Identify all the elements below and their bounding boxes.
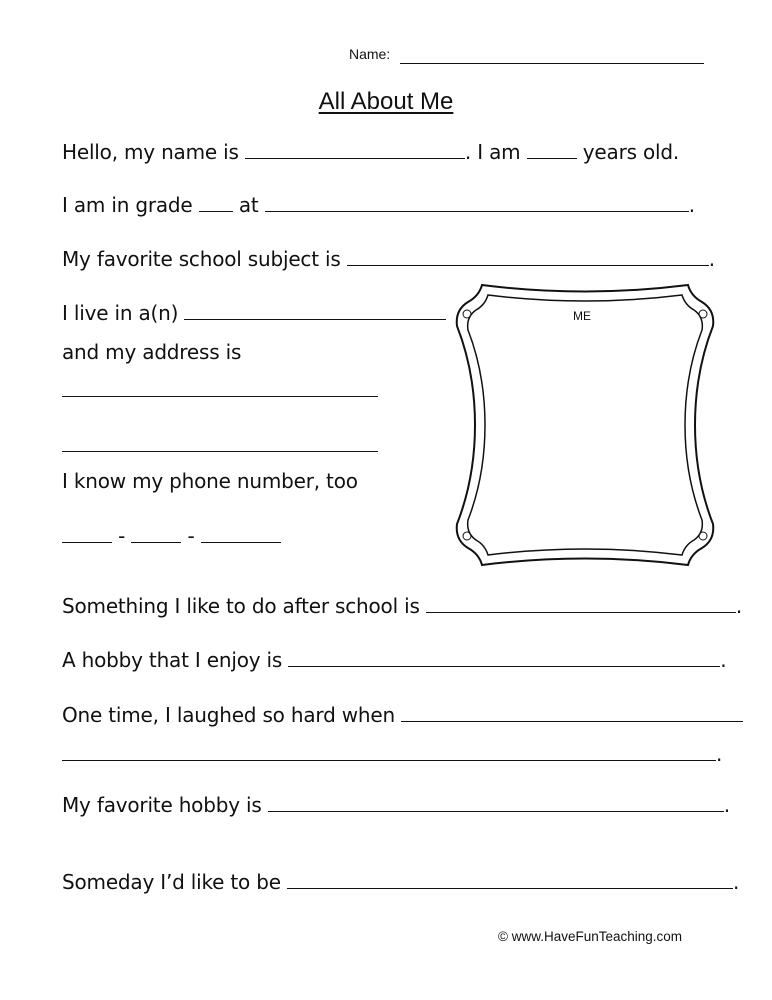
line-text: I know my phone number, too	[62, 469, 358, 493]
phone-separator: -	[187, 524, 195, 548]
address-blank-1[interactable]	[62, 396, 378, 397]
copyright-footer: © www.HaveFunTeaching.com	[498, 929, 683, 944]
frame-outer-border	[457, 285, 714, 565]
laughed-line	[62, 703, 743, 727]
line-text: .	[716, 742, 723, 766]
line-text: One time, I laughed so hard when	[62, 703, 395, 727]
laughed-blank-2[interactable]	[62, 744, 716, 761]
line-text: My favorite school subject is	[62, 247, 341, 271]
school-blank[interactable]	[265, 195, 689, 212]
name-label: Name:	[349, 46, 391, 62]
name-age-line	[62, 140, 679, 164]
line-text: and my address is	[62, 340, 242, 364]
laughed-continued-line	[62, 742, 722, 766]
after-school-line	[62, 594, 742, 618]
line-text: I am in grade	[62, 193, 193, 217]
frame-ornament-right	[699, 532, 707, 540]
after-school-blank[interactable]	[426, 596, 736, 613]
home-type-line	[62, 301, 446, 325]
line-text: .	[735, 594, 743, 618]
line-text: Someday I’d like to be	[62, 870, 281, 894]
phone-number-row	[62, 524, 281, 548]
phone-area-blank[interactable]	[62, 526, 112, 543]
phone-separator: -	[118, 524, 126, 548]
favorite-hobby-blank[interactable]	[268, 795, 724, 812]
frame-ornament-left	[463, 532, 471, 540]
line-text: . I am	[464, 140, 521, 164]
laughed-blank-1[interactable]	[401, 705, 743, 722]
page-title: All About Me	[318, 88, 454, 115]
line-text: .	[720, 648, 727, 672]
line-text: A hobby that I enjoy is	[62, 648, 283, 672]
line-text: I live in a(n)	[62, 301, 179, 325]
address-line	[62, 340, 241, 364]
line-text: My favorite hobby is	[62, 793, 262, 817]
phone-prefix-blank[interactable]	[131, 526, 181, 543]
someday-line	[62, 870, 739, 894]
phone-line-blank[interactable]	[201, 526, 281, 543]
hobby-enjoy-line	[62, 648, 726, 672]
someday-blank[interactable]	[287, 872, 733, 889]
line-text: .	[733, 870, 740, 894]
frame-inner-border	[468, 295, 703, 555]
address-blank-2[interactable]	[62, 451, 378, 452]
child-name-blank[interactable]	[245, 142, 465, 159]
frame-ornament-left	[463, 310, 471, 318]
grade-blank[interactable]	[199, 195, 233, 212]
frame-label: ME	[573, 309, 591, 323]
line-text: years old.	[582, 140, 680, 164]
frame-ornament-right	[699, 310, 707, 318]
hobby-enjoy-blank[interactable]	[288, 650, 720, 667]
phone-line	[62, 469, 358, 493]
home-type-blank[interactable]	[184, 303, 446, 320]
favorite-hobby-line	[62, 793, 730, 817]
grade-school-line	[62, 193, 695, 217]
line-text: .	[708, 247, 715, 271]
line-text: at	[238, 193, 259, 217]
name-field[interactable]	[400, 63, 704, 64]
line-text: .	[688, 193, 695, 217]
age-blank[interactable]	[527, 142, 577, 159]
school-subject-line	[62, 247, 715, 271]
line-text: Hello, my name is	[62, 140, 239, 164]
subject-blank[interactable]	[347, 249, 709, 266]
line-text: Something I like to do after school is	[62, 594, 420, 618]
line-text: .	[723, 793, 730, 817]
